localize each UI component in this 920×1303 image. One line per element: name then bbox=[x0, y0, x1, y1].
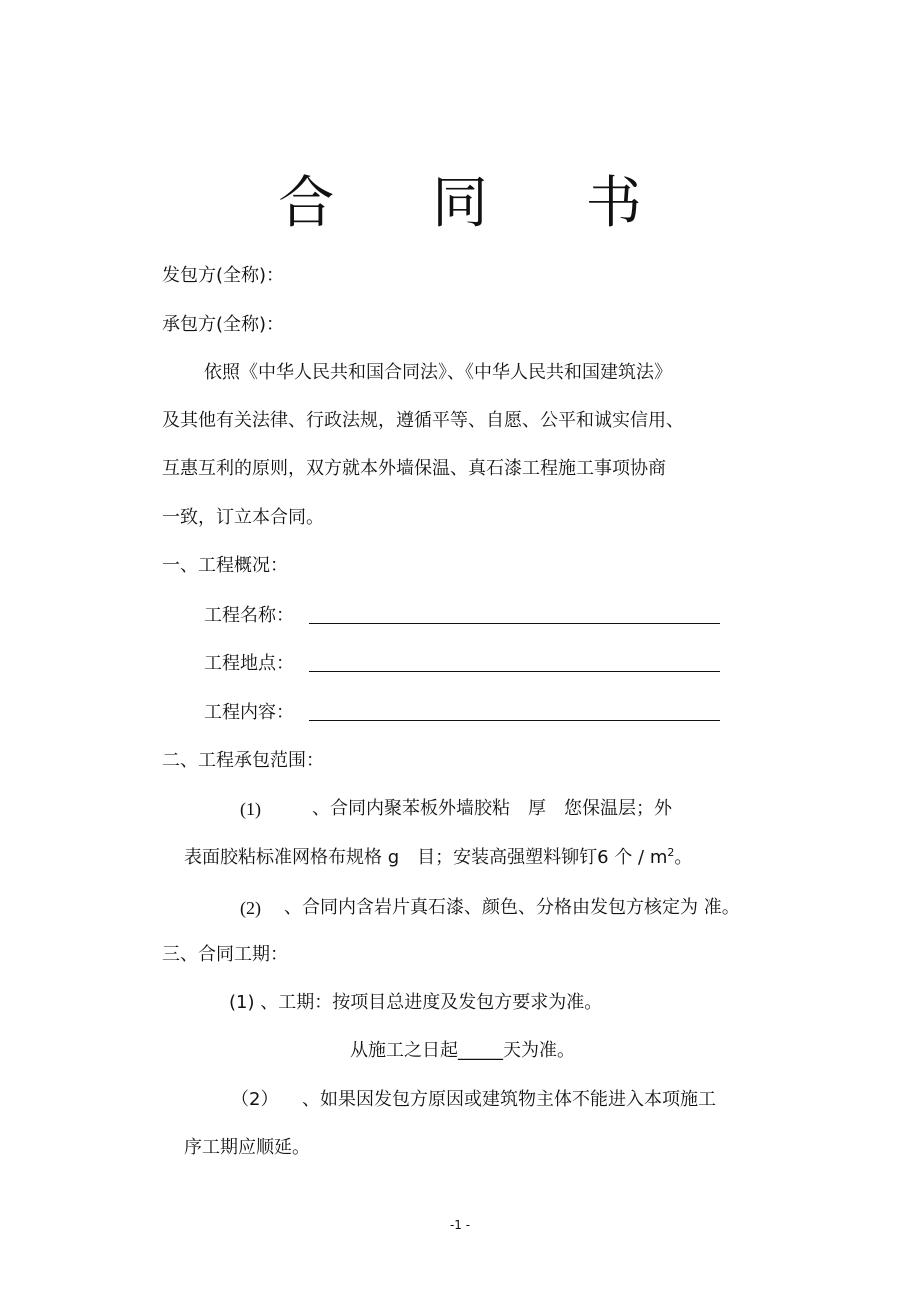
preamble-line-1: 依照《中华人民共和国合同法》、《中华人民共和国建筑法》 bbox=[204, 362, 672, 383]
scope-item-1-number: (1) bbox=[240, 799, 261, 819]
project-content-label: 工程内容： bbox=[204, 702, 294, 723]
schedule-item-1: (1) 、工期：按项目总进度及发包方要求为准。 bbox=[229, 992, 603, 1013]
preamble-line-2: 及其他有关法律、行政法规，遵循平等、自愿、公平和诚实信用、 bbox=[162, 410, 684, 431]
scope-item-1-cont-text: 表面胶粘标准网格布规格 g 目；安装高强塑料铆钉6 个 / m bbox=[184, 847, 668, 868]
schedule-item-2-continuation: 序工期应顺延。 bbox=[184, 1137, 310, 1158]
project-location-label: 工程地点： bbox=[204, 653, 294, 674]
party-a-label: 发包方(全称)： bbox=[162, 265, 285, 286]
schedule-item-2-number: （2） bbox=[231, 1089, 279, 1110]
document-title: 合 同 书 bbox=[278, 171, 682, 236]
duration-days-blank: _____ bbox=[458, 1040, 503, 1061]
duration-suffix: 天为准。 bbox=[503, 1040, 575, 1061]
party-b-label: 承包方(全称)： bbox=[162, 314, 285, 335]
section-3-heading: 三、合同工期： bbox=[162, 944, 288, 965]
section-2-heading: 二、工程承包范围： bbox=[162, 750, 324, 771]
scope-item-2-text: 、合同内含岩片真石漆、颜色、分格由发包方核定为 准。 bbox=[284, 897, 740, 918]
project-name-label: 工程名称： bbox=[204, 605, 294, 626]
scope-item-1-end: 。 bbox=[674, 847, 693, 868]
schedule-duration-line bbox=[350, 1039, 575, 1063]
preamble-line-3: 互惠互利的原则，双方就本外墙保温、真石漆工程施工事项协商 bbox=[162, 458, 666, 479]
scope-item-2-number: (2) bbox=[240, 898, 261, 918]
project-name-blank bbox=[309, 623, 720, 624]
page-number: -1 - bbox=[449, 1218, 471, 1232]
project-location-blank bbox=[309, 671, 720, 672]
preamble-line-4: 一致，订立本合同。 bbox=[162, 507, 324, 528]
scope-item-1-continuation bbox=[184, 846, 692, 870]
superscript-2: 2 bbox=[667, 846, 675, 859]
scope-item-1-text: 、合同内聚苯板外墙胶粘 厚 您保温层；外 bbox=[312, 798, 672, 819]
project-content-blank bbox=[309, 720, 720, 721]
section-1-heading: 一、工程概况： bbox=[162, 555, 288, 576]
schedule-item-2-text: 、如果因发包方原因或建筑物主体不能进入本项施工 bbox=[302, 1089, 716, 1110]
duration-prefix: 从施工之日起 bbox=[350, 1040, 458, 1061]
